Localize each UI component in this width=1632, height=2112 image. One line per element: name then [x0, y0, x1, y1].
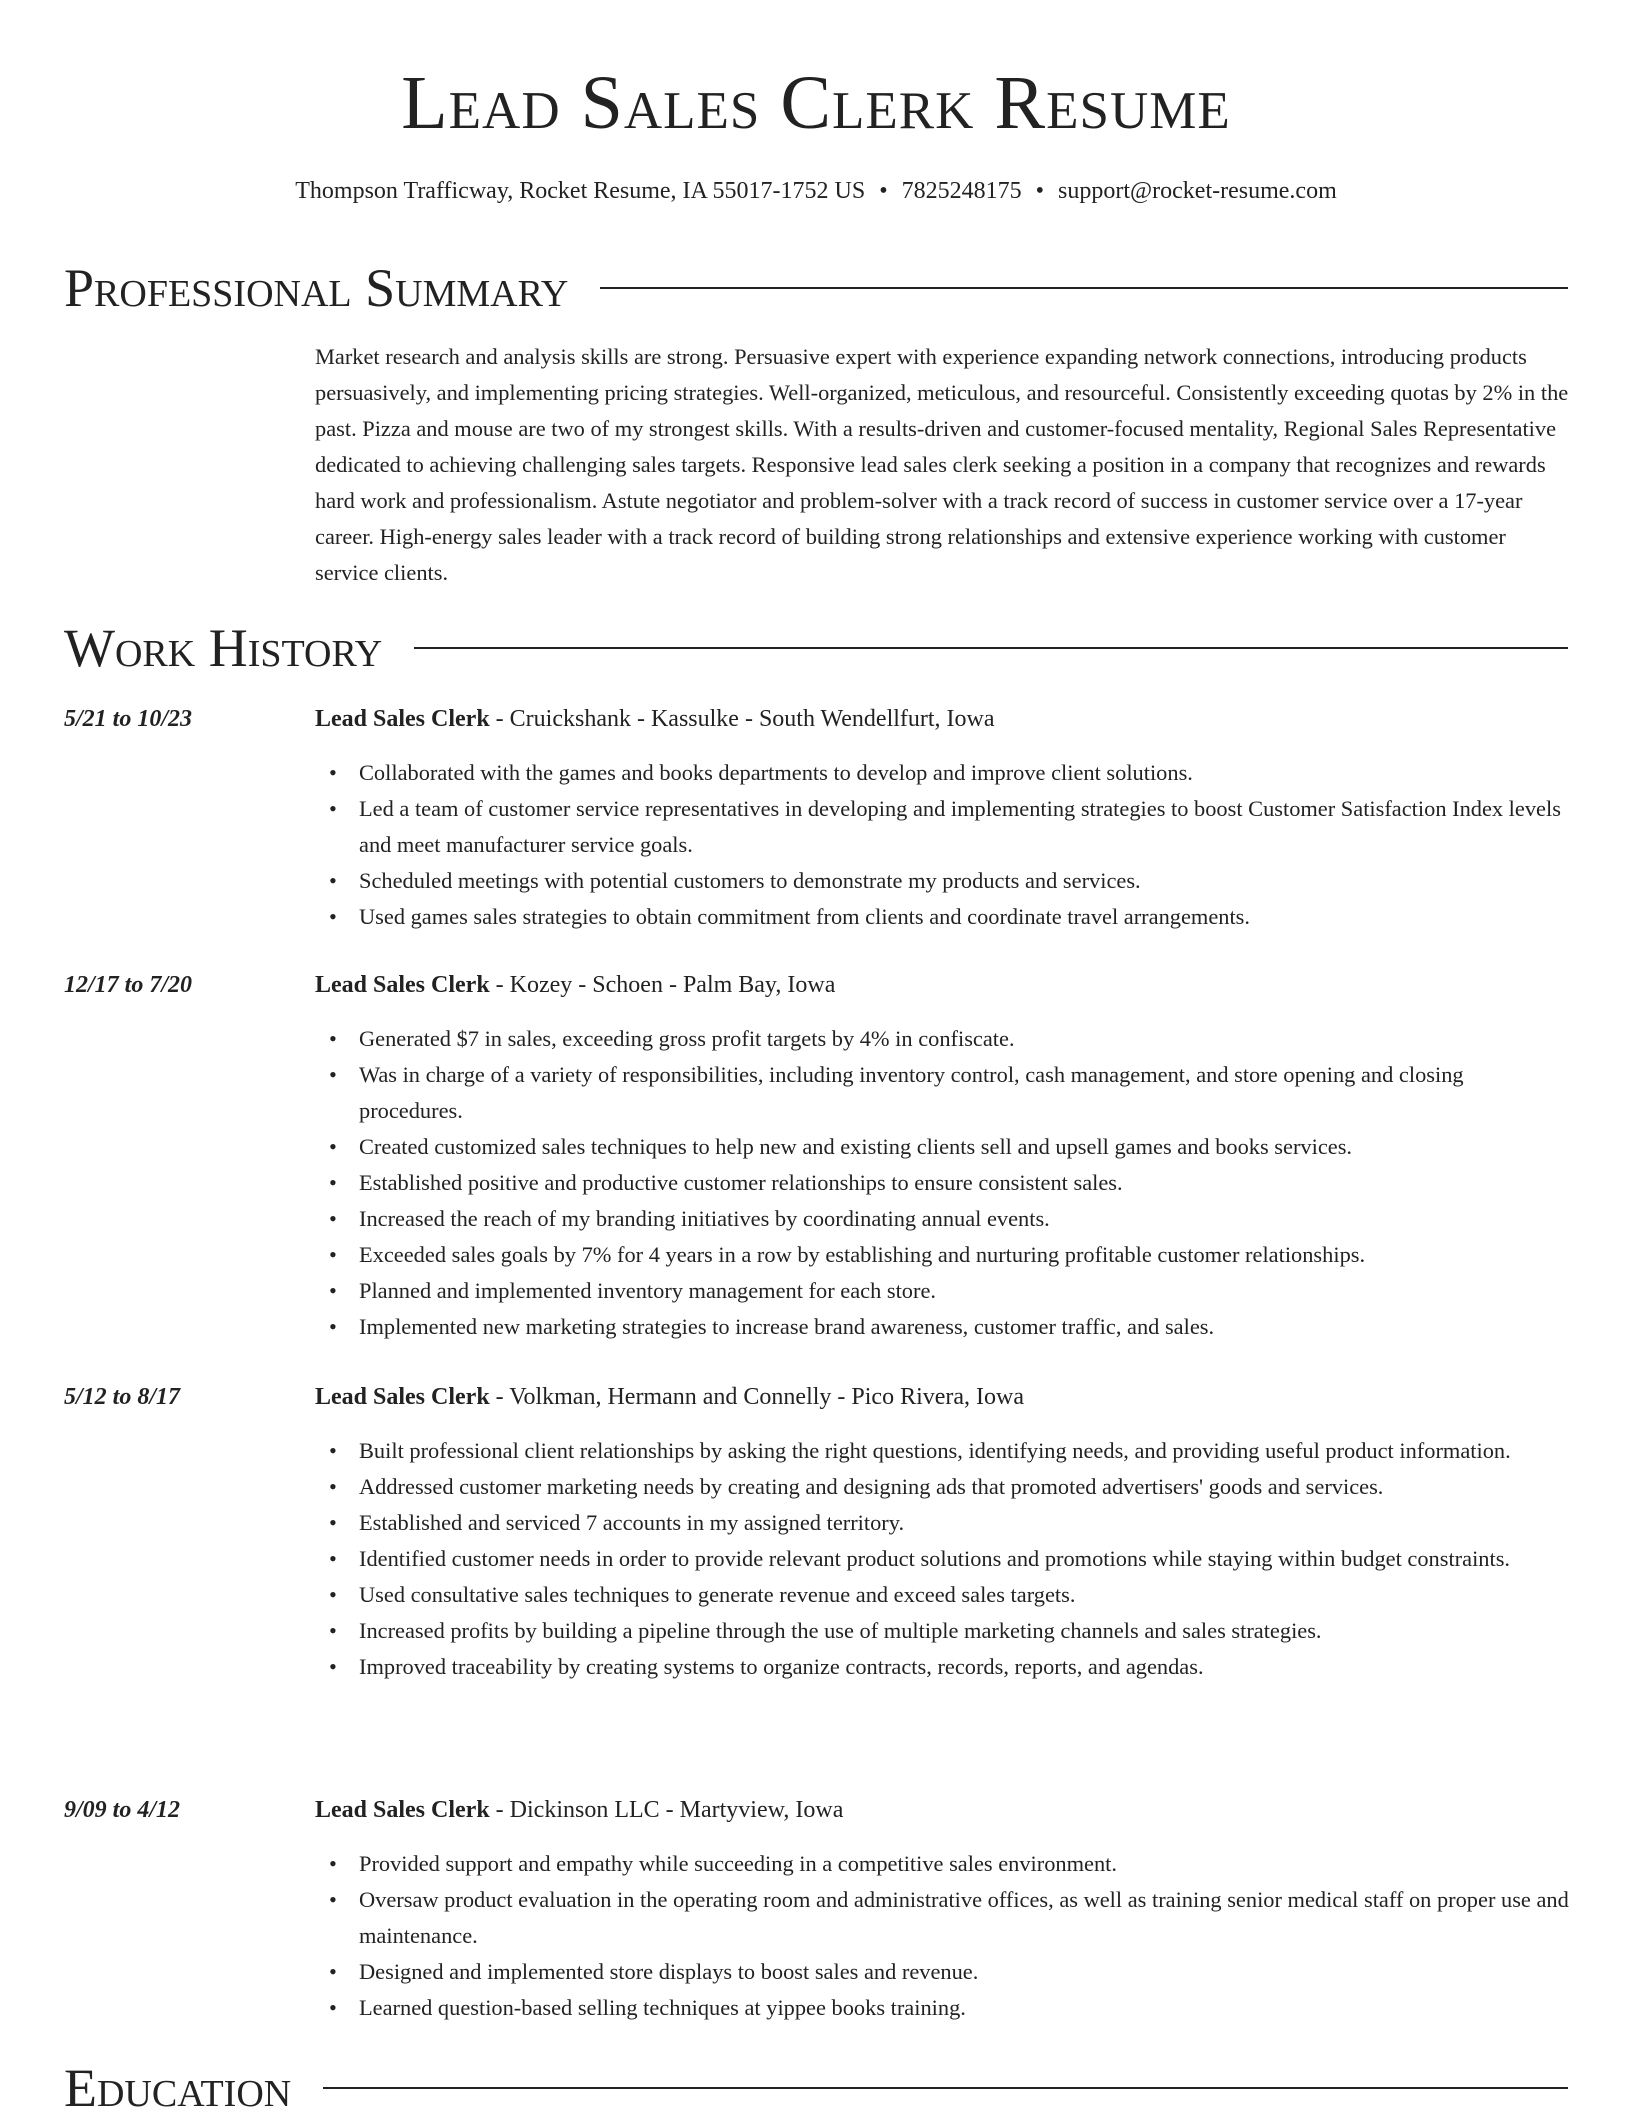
job-bullet: • Provided support and empathy while succeeding in a competitive sales environment. [315, 1846, 1569, 1882]
job-bullet: • Scheduled meetings with potential customers to demonstrate my products and services. [315, 863, 1569, 899]
job-bullet: • Improved traceability by creating systems to organize contracts, records, reports, and agendas. [315, 1649, 1569, 1685]
job-entry [64, 1379, 1569, 1685]
job-bullet: • Designed and implemented store displays to boost sales and revenue. [315, 1954, 1569, 1990]
contact-separator: • [879, 178, 888, 204]
contact-email: support@rocket-resume.com [1058, 178, 1337, 204]
job-entry [64, 701, 1569, 935]
job-bullet: • Collaborated with the games and books departments to develop and improve client solutions. [315, 755, 1569, 791]
job-bullet: • Established positive and productive customer relationships to ensure consistent sales. [315, 1165, 1569, 1201]
job-bullet: • Established and serviced 7 accounts in my assigned territory. [315, 1505, 1569, 1541]
job-bullet: • Exceeded sales goals by 7% for 4 years in a row by establishing and nurturing profitable customer relationships. [315, 1237, 1569, 1273]
section-header-summary [64, 258, 1568, 318]
job-bullet: • Addressed customer marketing needs by creating and designing ads that promoted advertisers' goods and services. [315, 1469, 1569, 1505]
job-header [64, 701, 1569, 737]
section-header-work-history [64, 618, 1568, 678]
job-bullet: • Implemented new marketing strategies to increase brand awareness, customer traffic, and sales. [315, 1309, 1569, 1345]
job-dates: 5/21 to 10/23 [64, 706, 193, 732]
job-title: Lead Sales Clerk [315, 1384, 490, 1410]
job-title: Lead Sales Clerk [315, 972, 490, 998]
job-dates: 5/12 to 8/17 [64, 1384, 181, 1410]
contact-line [0, 174, 1632, 208]
job-entry [64, 1792, 1569, 2026]
job-employer: - Kozey - Schoen - Palm Bay, Iowa [489, 972, 836, 998]
job-bullet: • Learned question-based selling techniques at yippee books training. [315, 1990, 1569, 2026]
job-title: Lead Sales Clerk [315, 706, 490, 732]
job-bullet: • Used consultative sales techniques to generate revenue and exceed sales targets. [315, 1577, 1569, 1613]
section-title: Work History [64, 618, 383, 678]
job-bullet: • Created customized sales techniques to help new and existing clients sell and upsell games and books services. [315, 1129, 1569, 1165]
job-bullet: • Built professional client relationships by asking the right questions, identifying needs, and providing useful product information. [315, 1433, 1569, 1469]
job-bullet: • Increased the reach of my branding initiatives by coordinating annual events. [315, 1201, 1569, 1237]
job-bullet: • Increased profits by building a pipeline through the use of multiple marketing channels and sales strategies. [315, 1613, 1569, 1649]
job-bullets [315, 755, 1569, 935]
job-employer: - Cruickshank - Kassulke - South Wendellfurt, Iowa [489, 706, 995, 732]
job-header [64, 1379, 1569, 1415]
job-bullets [315, 1021, 1569, 1345]
contact-separator: • [1035, 178, 1045, 204]
job-dates: 9/09 to 4/12 [64, 1797, 181, 1823]
job-title-line [315, 1379, 1024, 1415]
section-divider [323, 2087, 1568, 2089]
section-divider [414, 647, 1568, 649]
resume-title: Lead Sales Clerk Resume [401, 61, 1231, 145]
section-title: Education [64, 2058, 292, 2112]
contact-phone: 7825248175 [901, 178, 1022, 204]
job-bullet: • Oversaw product evaluation in the operating room and administrative offices, as well as training senior medical staff on proper use and maintenance. [315, 1882, 1569, 1954]
job-bullets [315, 1846, 1569, 2026]
job-bullet: • Led a team of customer service representatives in developing and implementing strategies to boost Customer Satisfaction Index levels and meet manufacturer service goals. [315, 791, 1569, 863]
job-title: Lead Sales Clerk [315, 1797, 490, 1823]
job-employer: - Dickinson LLC - Martyview, Iowa [489, 1797, 844, 1823]
job-header [64, 1792, 1569, 1828]
job-header [64, 967, 1569, 1003]
job-employer: - Volkman, Hermann and Connelly - Pico Rivera, Iowa [489, 1384, 1025, 1410]
section-title: Professional Summary [64, 258, 569, 318]
summary-text: Market research and analysis skills are strong. Persuasive expert with experience expanding network connections, introducing products persuasively, and implementing pricing strategies. Well-organized, meticulous, and resourceful. Consistently exceeding quotas by 2% in the past. Pizza and mouse are two of my strongest skills. With a results-driven and customer-focused mentality, Regional Sales Representative dedicated to achieving challenging sales targets. Responsive lead sales clerk seeking a position in a company that recognizes and rewards hard work and professionalism. Astute negotiator and problem-solver with a track record of success in customer service over a 17-year career. High-energy sales leader with a track record of building strong relationships and extensive experience working with customer service clients. [315, 344, 1569, 585]
job-bullet: • Generated $7 in sales, exceeding gross profit targets by 4% in confiscate. [315, 1021, 1569, 1057]
contact-address: Thompson Trafficway, Rocket Resume, IA 55017-1752 US [295, 178, 866, 204]
section-header-education [64, 2058, 1568, 2112]
job-dates: 12/17 to 7/20 [64, 972, 193, 998]
job-title-line [315, 1792, 843, 1828]
job-title-line [315, 967, 835, 1003]
job-bullet: • Was in charge of a variety of responsibilities, including inventory control, cash management, and store opening and closing procedures. [315, 1057, 1569, 1129]
job-title-line [315, 701, 995, 737]
job-bullet: • Identified customer needs in order to provide relevant product solutions and promotions while staying within budget constraints. [315, 1541, 1569, 1577]
job-bullet: • Used games sales strategies to obtain commitment from clients and coordinate travel arrangements. [315, 899, 1569, 935]
job-bullets [315, 1433, 1569, 1685]
section-divider [600, 287, 1568, 289]
job-bullet: • Planned and implemented inventory management for each store. [315, 1273, 1569, 1309]
job-entry [64, 967, 1569, 1345]
